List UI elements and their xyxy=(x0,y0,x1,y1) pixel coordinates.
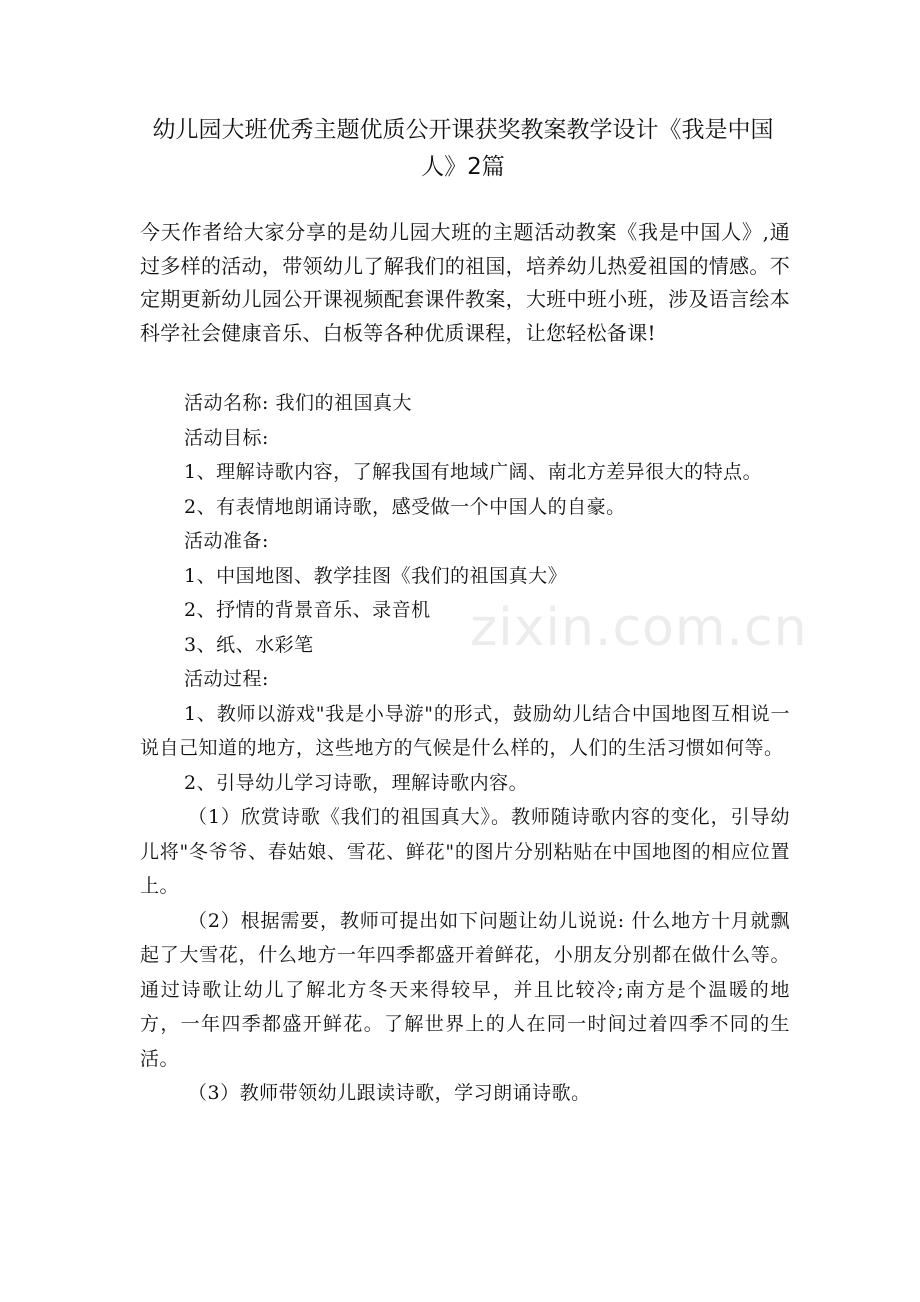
process-2-step-2: （2）根据需要，教师可提出如下问题让幼儿说说: 什么地方十月就飘起了大雪花，什么地方一年四季都盛开着鲜花，小朋友分别都在做什么等。通过诗歌让幼儿了解北方冬天来得较早，并且比较冷;南方是个温暖的地方，一年四季都盛开鲜花。了解世界上的人在同一时间过着四季不同的生活。 xyxy=(140,909,790,1070)
prep-2: 2、抒情的背景音乐、录音机 xyxy=(184,599,431,621)
heading-goals: 活动目标: xyxy=(184,426,269,449)
goal-2: 2、有表情地朗诵诗歌，感受做一个中国人的自豪。 xyxy=(184,495,626,518)
activity-name: 活动名称: 我们的祖国真大 xyxy=(184,392,412,414)
document-title: 幼儿园大班优秀主题优质公开课获奖教案教学设计《我是中国人》2篇 xyxy=(152,117,774,180)
process-2-step-1: （1）欣赏诗歌《我们的祖国真大》。教师随诗歌内容的变化，引导幼儿将"冬爷爷、春姑娘、雪花、鲜花"的图片分别粘贴在中国地图的相应位置上。 xyxy=(140,806,790,897)
intro-paragraph: 今天作者给大家分享的是幼儿园大班的主题活动教案《我是中国人》,通过多样的活动，带领幼儿了解我们的祖国，培养幼儿热爱祖国的情感。不定期更新幼儿园公开课视频配套课件教案，大班中班小班，涉及语言绘本科学社会健康音乐、白板等各种优质课程，让您轻松备课! xyxy=(140,220,790,345)
process-2-step-3: （3）教师带领幼儿跟读诗歌，学习朗诵诗歌。 xyxy=(188,1082,591,1104)
goal-1: 1、理解诗歌内容，了解我国有地域广阔、南北方差异很大的特点。 xyxy=(184,461,763,483)
heading-preparation: 活动准备: xyxy=(184,530,269,552)
prep-1: 1、中国地图、教学挂图《我们的祖国真大》 xyxy=(184,564,568,587)
heading-process: 活动过程: xyxy=(184,668,269,690)
prep-3: 3、纸、水彩笔 xyxy=(184,633,314,656)
process-1: 1、教师以游戏"我是小导游"的形式，鼓励幼儿结合中国地图互相说一说自己知道的地方，这些地方的气候是什么样的，人们的生活习惯如何等。 xyxy=(140,702,790,759)
watermark: zixin.com.cn xyxy=(470,598,808,658)
process-2: 2、引导幼儿学习诗歌，理解诗歌内容。 xyxy=(184,771,529,794)
document-body xyxy=(140,386,790,1111)
